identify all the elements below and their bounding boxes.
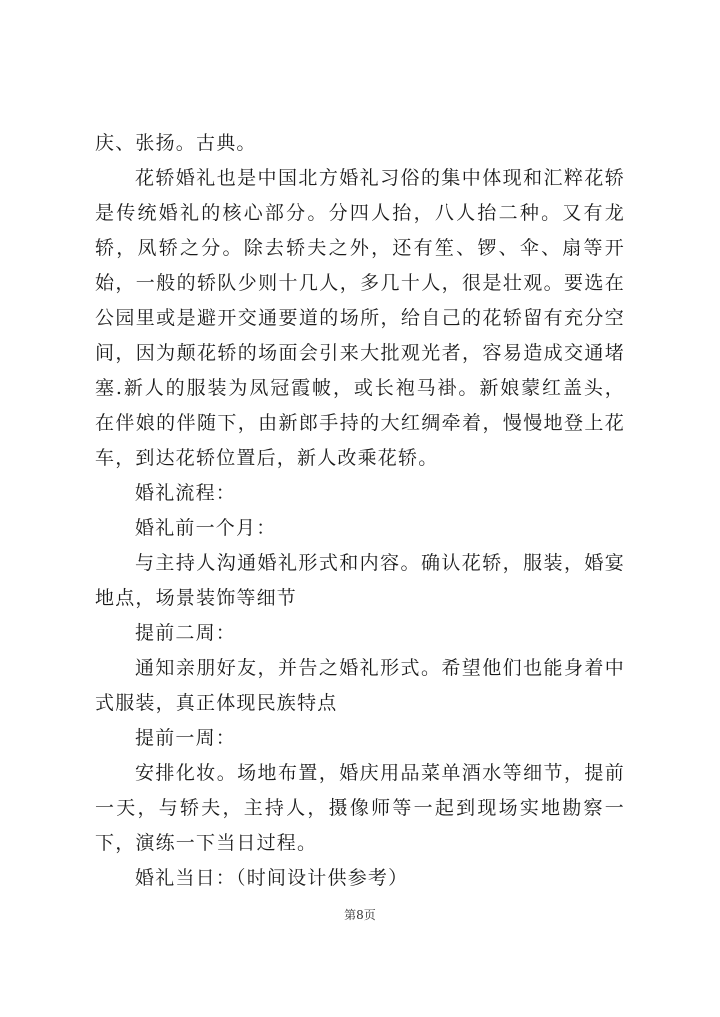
body-text: [95, 126, 625, 896]
heading-wedding-process: 婚礼流程：: [135, 482, 237, 504]
heading-one-month-before: 婚礼前一个月：: [135, 517, 277, 539]
paragraph-one-week-tasks: 安排化妆。场地布置，婚庆用品菜单酒水等细节，提前一天，与轿夫，主持人，摄像师等一起到现场实地勘察一下，演练一下当日过程。: [95, 762, 625, 854]
paragraph-flower-sedan: 花轿婚礼也是中国北方婚礼习俗的集中体现和汇粹花轿是传统婚礼的核心部分。分四人抬，八人抬二种。又有龙轿，凤轿之分。除去轿夫之外，还有笙、锣、伞、扇等开始，一般的轿队少则十几人，多几十人，很是壮观。要选在公园里或是避开交通要道的场所，给自己的花轿留有充分空间，因为颠花轿的场面会引来大批观光者，容易造成交通堵塞.新人的服装为凤冠霞帔，或长袍马褂。新娘蒙红盖头，在伴娘的伴随下，由新郎手持的大红绸牵着，慢慢地登上花车，到达花轿位置后，新人改乘花轿。: [95, 167, 625, 469]
heading-wedding-day: 婚礼当日：（时间设计供参考）: [135, 867, 409, 889]
paragraph-continuation: 庆、张扬。古典。: [95, 132, 257, 154]
page-number: 第8页: [344, 908, 376, 922]
heading-one-week-before: 提前一周：: [135, 727, 237, 749]
paragraph-one-month-tasks: 与主持人沟通婚礼形式和内容。确认花轿，服装，婚宴地点，场景装饰等细节: [95, 552, 625, 609]
heading-two-weeks-before: 提前二周：: [135, 622, 237, 644]
paragraph-two-weeks-tasks: 通知亲朋好友，并告之婚礼形式。希望他们也能身着中式服装，真正体现民族特点: [95, 657, 625, 714]
